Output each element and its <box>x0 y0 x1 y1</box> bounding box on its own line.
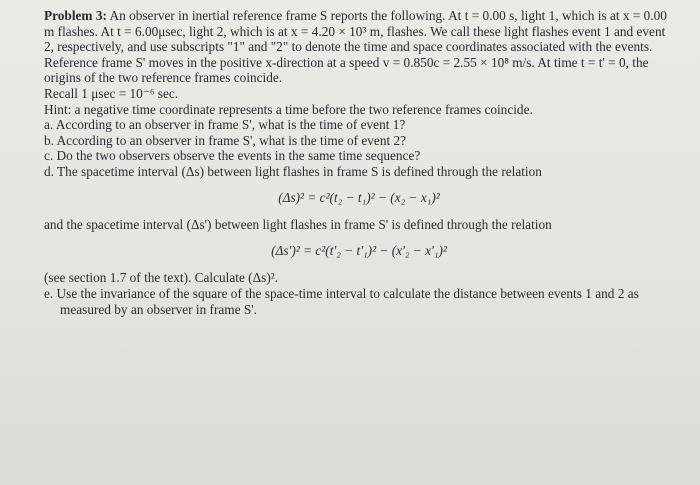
item-e: e. Use the invariance of the square of the space-time interval to calculate the distance between events 1 and 2 as measured by an observer in frame S'. <box>44 285 639 317</box>
item-d: d. The spacetime interval (Δs) between light flashes in frame S is defined through the relation <box>44 163 542 179</box>
item-b: b. According to an observer in frame S', what is the time of event 2? <box>44 132 407 148</box>
hint-line: Hint: a negative time coordinate represents a time before the two reference frames coincide. <box>44 101 533 117</box>
middle-text: and the spacetime interval (Δs') between light flashes in frame S' is defined through the relation <box>44 217 552 233</box>
equation-spacetime-interval-s: (Δs)² = c²(t₂ − t₁)² − (x₂ − x₁)² <box>278 189 440 205</box>
section-note: (see section 1.7 of the text). Calculate (Δs)². <box>44 270 279 286</box>
recall-line: Recall 1 μsec = 10⁻⁶ sec. <box>44 85 179 101</box>
equation-spacetime-interval-s-prime: (Δs')² = c²(t'₂ − t'₁)² − (x'₂ − x'₁)² <box>271 242 447 258</box>
problem-intro-text: An observer in inertial reference frame S reports the following. At t = 0.00 s, light 1, which is at x = 0.00 m flashes. At t = 6.00μsec, light 2, which is at x = 4.20 × 10³ m, flashes. We call these light flashes event 1 and event 2, respectively, and use subscripts "1" and "2" to denote the time and space coordinates associated with the events. Reference frame S' moves in the positive x-direction at a speed v = 0.850c = 2.55 × 10⁸ m/s. At time t = t' = 0, the origins of the two reference frames coincide. <box>44 8 667 86</box>
item-c: c. Do the two observers observe the events in the same time sequence? <box>44 148 421 164</box>
item-a: a. According to an observer in frame S', what is the time of event 1? <box>44 117 406 133</box>
problem-title: Problem 3: <box>44 8 107 23</box>
problem-text-block <box>44 8 674 317</box>
problem-intro-paragraph <box>44 8 674 86</box>
